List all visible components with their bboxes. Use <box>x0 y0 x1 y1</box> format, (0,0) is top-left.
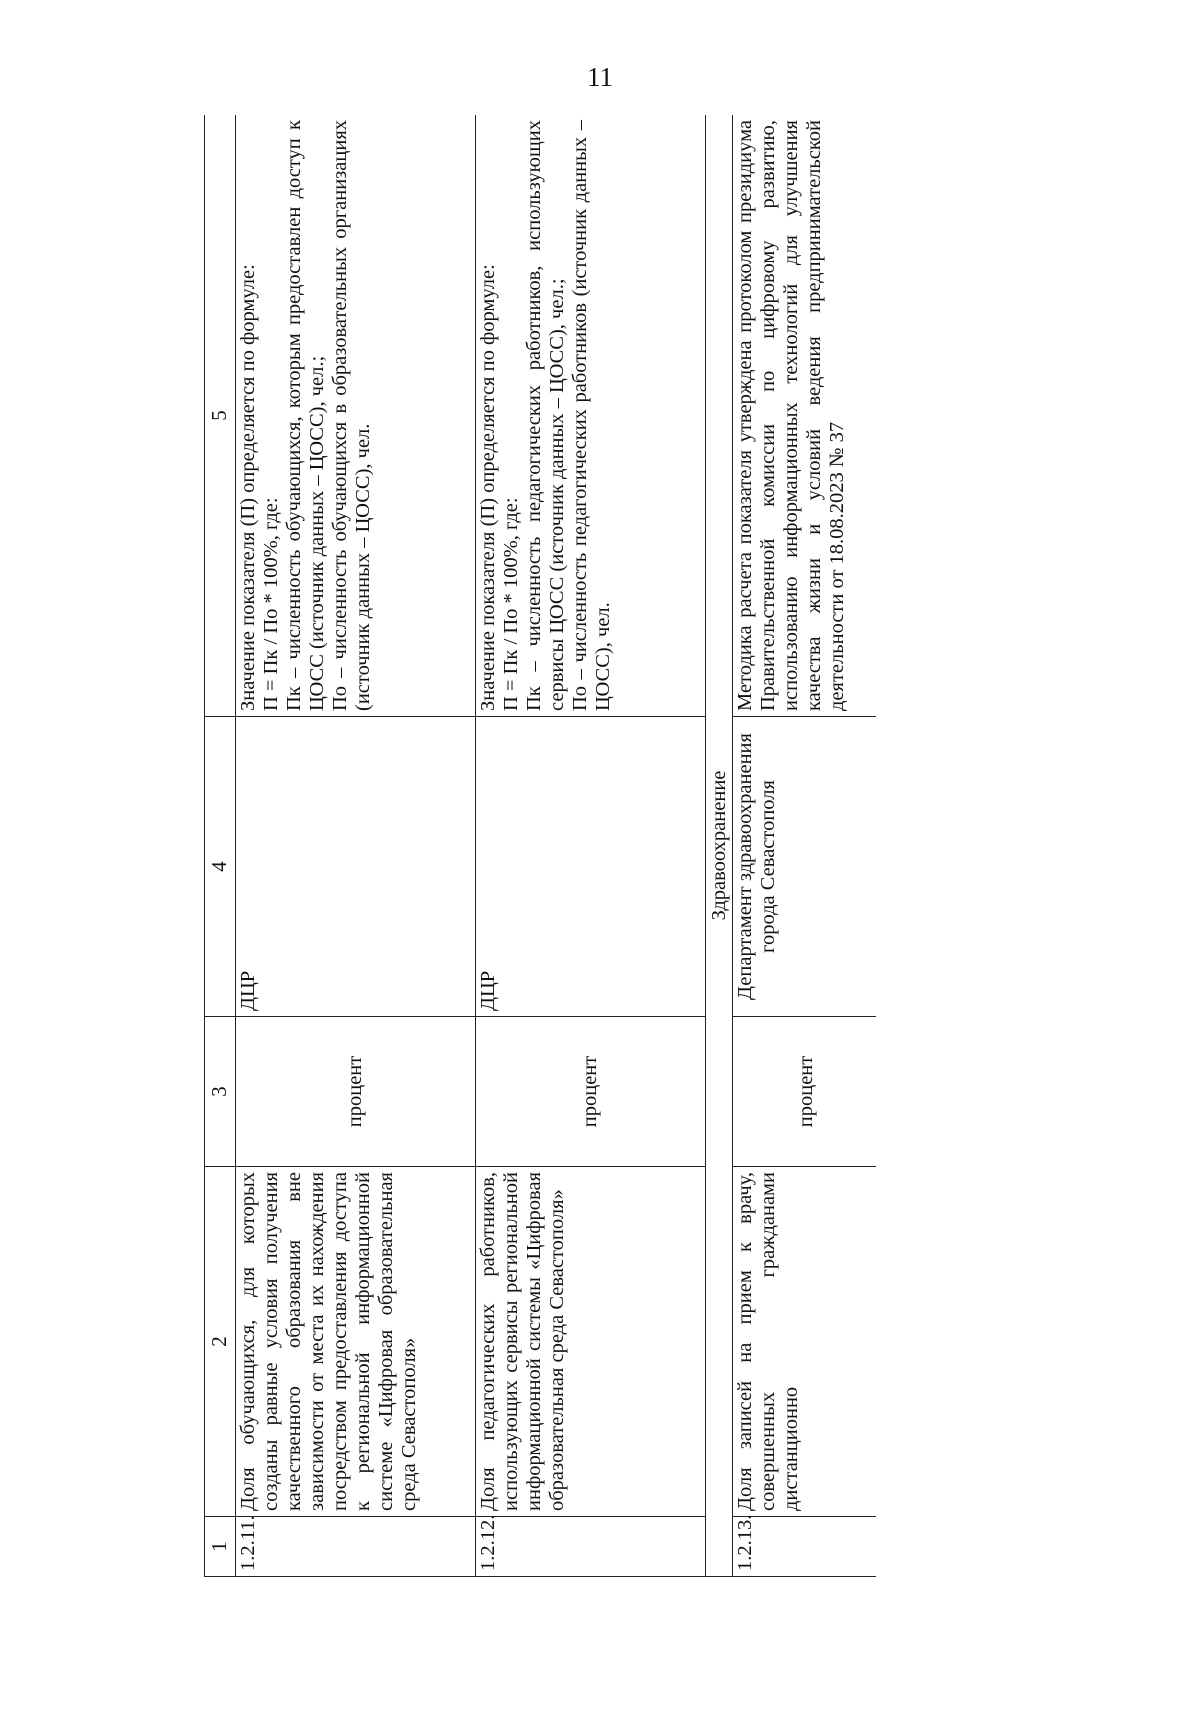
column-header: 1 <box>205 1517 236 1577</box>
indicator-name: Доля педагогических работников, использующих сервисы региональной информационной системы «Цифровая образовательная среда Севастополя» <box>476 1167 706 1517</box>
row-number: 1.2.12. <box>476 1517 706 1577</box>
responsible-cell: ДЦР <box>476 717 706 1017</box>
unit-cell: процент <box>236 1017 476 1167</box>
table-row <box>476 115 706 1577</box>
indicator-name: Доля записей на прием к врачу, совершенных гражданами дистанционно <box>733 1167 877 1517</box>
method-formula: П = Пк / По * 100%, где: <box>499 497 522 711</box>
indicators-table <box>204 115 876 1577</box>
indicator-name: Доля обучающихся, для которых созданы равные условия получения качественного образования вне зависимости от места их нахождения посредством предоставления доступа к региональной информационной системе «Цифровая образовательная среда Севастополя» <box>236 1167 476 1517</box>
table-row <box>733 115 877 1577</box>
page-number: 11 <box>587 62 613 92</box>
method-definition: Пк – численность обучающихся, которым предоставлен доступ к ЦОСС (источник данных – ЦОСС), чел.; <box>282 120 328 711</box>
method-cell <box>476 115 706 717</box>
rotated-table-content <box>204 115 876 1577</box>
row-number: 1.2.13. <box>733 1517 877 1577</box>
row-number: 1.2.11. <box>236 1517 476 1577</box>
method-cell <box>236 115 476 717</box>
column-header: 5 <box>205 115 236 717</box>
column-header: 3 <box>205 1017 236 1167</box>
rotated-table-frame <box>204 115 876 1577</box>
method-definition: Пк – численность педагогических работников, использующих сервисы ЦОСС (источник данных – ЦОСС), чел.; <box>522 120 568 711</box>
method-intro: Значение показателя (П) определяется по формуле: <box>477 264 499 711</box>
column-header: 4 <box>205 717 236 1017</box>
section-row <box>706 115 733 1577</box>
unit-cell: процент <box>733 1017 877 1167</box>
table-header-row <box>205 115 236 1577</box>
method-formula: П = Пк / По * 100%, где: <box>259 497 282 711</box>
responsible-cell: ДЦР <box>236 717 476 1017</box>
responsible-cell: Департамент здравоохранения города Севастополя <box>733 717 877 1017</box>
table-row <box>236 115 476 1577</box>
method-cell: Методика расчета показателя утверждена протоколом президиума Правительственной комиссии по цифровому развитию, использованию информационных технологий для улучшения качества жизни и условий ведения предпринимательской деятельности от 18.08.2023 № 37 <box>733 115 877 717</box>
method-intro: Значение показателя (П) определяется по формуле: <box>237 264 259 711</box>
method-definition: По – численность педагогических работников (источник данных – ЦОСС), чел. <box>568 120 614 711</box>
method-definition: По – численность обучающихся в образовательных организациях (источник данных – ЦОСС), чел. <box>328 120 374 711</box>
column-header: 2 <box>205 1167 236 1517</box>
unit-cell: процент <box>476 1017 706 1167</box>
section-title: Здравоохранение <box>706 115 733 1577</box>
